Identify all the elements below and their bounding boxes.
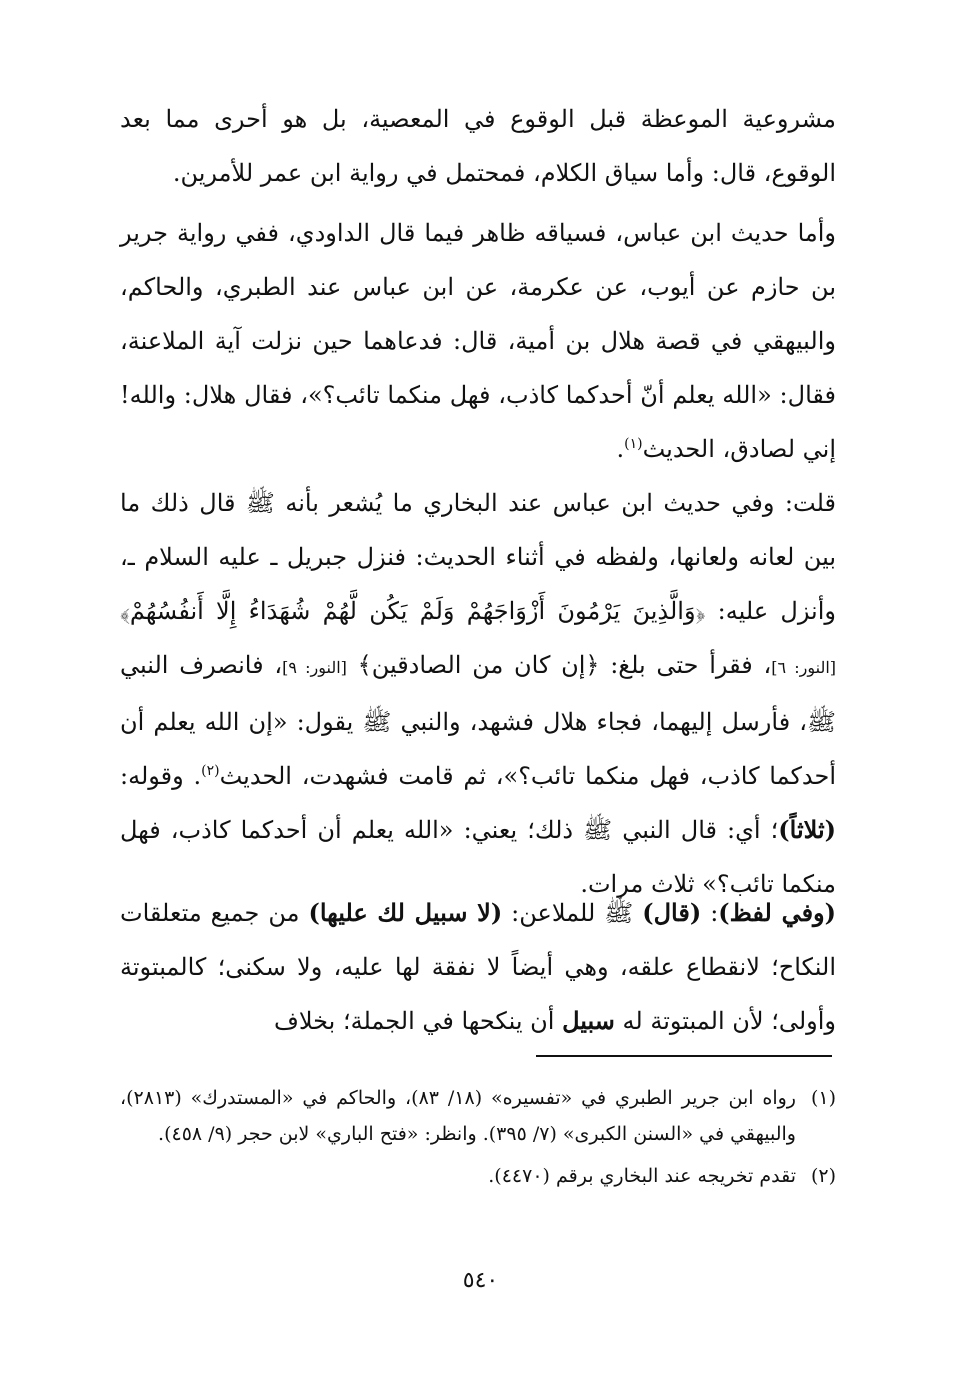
paragraph-1 bbox=[120, 92, 836, 200]
paragraph-3-part-1: قلت: وفي حديث ابن عباس عند البخاري ما يُشعر بأنه ﷺ قال ذلك ما بين لعانه ولعانها، ولفظه في أثناء الحديث: فنزل جبريل ـ عليه السلام ـ، وأنزل عليه: ﴿وَالَّذِينَ يَرْمُونَ أَزْوَاجَهُمْ وَلَمْ يَكُن لَّهُمْ شُهَدَاءُ إِلَّا أَنفُسُهُمْ﴾ bbox=[120, 489, 836, 625]
quran-citation-2: [النور: ٩] bbox=[282, 658, 347, 677]
footnote-1-text: رواه ابن جرير الطبري في «تفسيره» (١٨/ ٨٣)، والحاكم في «المستدرك» (٢٨١٣)، والبيهقي في «السنن الكبرى» (٧/ ٣٩٥). وانظر: «فتح الباري» لابن حجر (٩/ ٤٥٨). bbox=[120, 1087, 796, 1145]
paragraph-2-end: . bbox=[616, 435, 625, 463]
paragraph-3-part-4: . وقوله: bbox=[120, 762, 202, 790]
quoted-phrase-wafi-lafz: (وفي لفظ) bbox=[718, 898, 836, 927]
paragraph-4-part-2: ﷺ للملاعن: bbox=[511, 899, 634, 927]
paragraph-2 bbox=[120, 206, 836, 476]
page-number: ٥٤٠ bbox=[462, 1268, 499, 1293]
paragraph-2-text: وأما حديث ابن عباس، فسياقه ظاهر فيما قال الداودي، ففي رواية جرير بن حازم عن أيوب، عن عكرمة، عن ابن عباس عند الطبري، والحاكم، والبيهقي في قصة هلال بن أمية، قال: فدعاهما حين نزلت آية الملاعنة، فقال: «الله يعلم أنّ أحدكما كاذب، فهل منكما تائب؟»، فقال هلال: والله! إني لصادق، الحديث bbox=[120, 219, 836, 463]
quoted-phrase-la-sabil: (لا سبيل لك عليها) bbox=[308, 898, 503, 927]
footnote-2-text: تقدم تخريجه عند البخاري برقم (٤٤٧٠). bbox=[488, 1165, 796, 1187]
quoted-phrase-thalathan: (ثلاثاً) bbox=[778, 815, 836, 844]
footnote-2-number: (٢) bbox=[810, 1165, 836, 1187]
paragraph-3-part-3: ، فانصرف النبي ﷺ، فأرسل إليهما، فجاء هلال فشهد، والنبي ﷺ يقول: «إن الله يعلم أن أحدكما كاذب، فهل منكما تائب؟»، ثم قامت فشهدت، الحديث bbox=[120, 651, 837, 790]
paragraph-3-part-2: ، فقرأ حتى بلغ: ﴿إن كان من الصادقين﴾ bbox=[357, 651, 772, 679]
paragraph-1-text: مشروعية الموعظة قبل الوقوع في المعصية، بل هو أحرى مما بعد الوقوع، قال: وأما سياق الكلام، فمحتمل في رواية ابن عمر للأمرين. bbox=[120, 105, 836, 187]
quoted-word-sabil: سبيل bbox=[562, 1006, 615, 1035]
footnote-1-number: (١) bbox=[810, 1087, 836, 1109]
paragraph-4-part-3: من جميع متعلقات النكاح؛ لانقطاع علقه، وهي أيضاً لا نفقة لها عليه، ولا سكنى؛ كالمبتوتة وأولى؛ لأن المبتوتة له bbox=[120, 899, 837, 1035]
quoted-phrase-qal: (قال) bbox=[642, 898, 702, 927]
footnote-separator bbox=[536, 1055, 832, 1057]
footnote-1 bbox=[120, 1080, 836, 1152]
footnote-2 bbox=[120, 1158, 836, 1194]
footnote-ref-1[interactable]: (١) bbox=[624, 436, 643, 452]
paragraph-4 bbox=[120, 886, 836, 1048]
paragraph-3 bbox=[120, 476, 836, 911]
footnotes bbox=[120, 1080, 836, 1200]
paragraph-3-part-5: ؛ أي: قال النبي ﷺ ذلك؛ يعني: «الله يعلم أن أحدكما كاذب، فهل منكما تائب؟» ثلاث مرات. bbox=[120, 816, 836, 898]
paragraph-4-part-4: أن ينكحها في الجملة؛ بخلاف bbox=[273, 1007, 555, 1035]
quran-citation-1: [النور: ٦] bbox=[771, 658, 837, 677]
paragraph-4-part-1: : bbox=[710, 899, 719, 927]
footnote-ref-2[interactable]: (٢) bbox=[201, 763, 220, 779]
